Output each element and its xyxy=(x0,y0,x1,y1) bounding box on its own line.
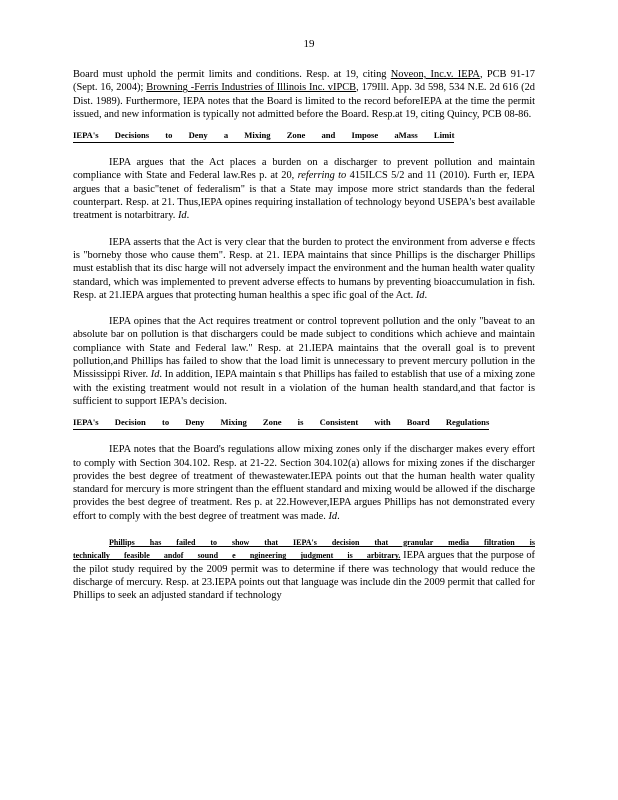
case-citation: Noveon, Inc.v. IEPA xyxy=(390,69,480,80)
paragraph-text: . In addition, IEPA maintain s that Phillips has failed to establish that use of a mixing zone with the existing treatment would not result in a violation of the human health standard,and that factor is sufficient to support IEPA's decision. xyxy=(73,369,536,407)
paragraph xyxy=(73,315,535,408)
paragraph xyxy=(73,536,535,602)
paragraph-text: , PCB 91-17 (Sept. 16, 2004); xyxy=(73,69,535,94)
italic-text: Id xyxy=(415,289,425,301)
paragraph xyxy=(73,236,535,302)
case-citation: Browning -Ferris Industries of Illinois Inc. vIPCB xyxy=(146,82,357,94)
paragraph-text: IEPA opines that the Act requires treatment or control toprevent pollution and the only "baveat to an absolute bar on pollution is that dischargers could be made subject to conditions which achieve and maintain compliance with State and Federal law." Resp. at 21.IEPA maintains that the overall goal is to prevent pollution,and Phillips has failed to show that the load limit is unnecessary to prevent mercury pollution in the Mississippi River. xyxy=(73,316,535,381)
inline-heading: Phillips has failed to show that IEPA's decision that granular media filtration is technically feasible andof sound e ngineering judgment is arbitrary. xyxy=(73,538,535,561)
paragraph-text: IEPA asserts that the Act is very clear that the burden to protect the environment from adverse e ffects is "borneby those who cause them". Resp. at 21. IEPA maintains that since Phillips is the discharger Phillips must establish that its disc harge will not adversely impact the environment and the human health water quality standard, which was implemented to prevent adverse effects to humans by preventing bioaccumulation in fish. Resp. at 21.IEPA argues that protecting human healthis a spec ific goal of the Act. xyxy=(73,236,535,301)
paragraph-text: . xyxy=(424,289,428,301)
paragraph-text: 415ILCS 5/2 and 11 (2010). Furth er, IEPA argues that a basic"tenet of federalism" is that a State may impose more strict standards than the federal counterpart. Resp. at 21. Thus,IEPA opines requiring installation of technology beyond USEPA's best available treatment is notarbitrary. xyxy=(73,170,535,222)
paragraph-continuation xyxy=(73,68,535,121)
paragraph-text: . xyxy=(186,210,190,222)
italic-text: referring to xyxy=(297,170,347,182)
page-number: 19 xyxy=(303,38,315,50)
section-heading: IEPA's Decision to Deny Mixing Zone is Consistent with Board Regulations xyxy=(73,417,489,430)
paragraph-text: IEPA argues that the purpose of the pilot study required by the 2009 permit was to determine if there was technology that would reduce the discharge of mercury. Resp. at 23.IEPA points out that language was include din the 2009 permit that called for Phillips to seek an adjusted standard if technology xyxy=(73,550,535,602)
paragraph xyxy=(73,156,535,222)
paragraph-text: Board must uphold the permit limits and conditions. Resp. at 19, citing xyxy=(73,69,391,80)
paragraph-text: IEPA notes that the Board's regulations allow mixing zones only if the discharger makes every effort to comply with Section 304.102. Resp. at 21-22. Section 304.102(a) allows for mixing zones if the discharger provides the best degree of treatment of thewastewater.IEPA points out that the human health water quality standard for mercury is more stringent than the effluent standard and mixing would be allowed if the discharge provides the best degree of treatment. Res p. at 22.However,IEPA argues Phillips has not demonstrated every effort to comply with the best degree of treatment was made. xyxy=(73,444,535,522)
italic-text: Id xyxy=(328,510,338,522)
paragraph-text: , 179Ill. App. 3d 598, 534 N.E. 2d 616 (2d Dist. 1989). Furthermore, IEPA notes that the Board is limited to the record beforeIEPA at the time the permit issued, and new information is typically not admitted before the Board. Resp.at 19, citing Quincy, PCB 08-86. xyxy=(73,82,535,120)
italic-text: Id xyxy=(177,210,187,222)
section-heading: IEPA's Decisions to Deny a Mixing Zone and Impose aMass Limit xyxy=(73,130,454,143)
page-body xyxy=(73,68,535,603)
italic-text: Id xyxy=(150,369,160,381)
paragraph-text: IEPA argues that the Act places a burden on a discharger to prevent pollution and maintain compliance with State and Federal law.Res p. at 20, xyxy=(73,157,535,182)
paragraph xyxy=(73,443,535,523)
paragraph-text: . xyxy=(337,510,340,522)
